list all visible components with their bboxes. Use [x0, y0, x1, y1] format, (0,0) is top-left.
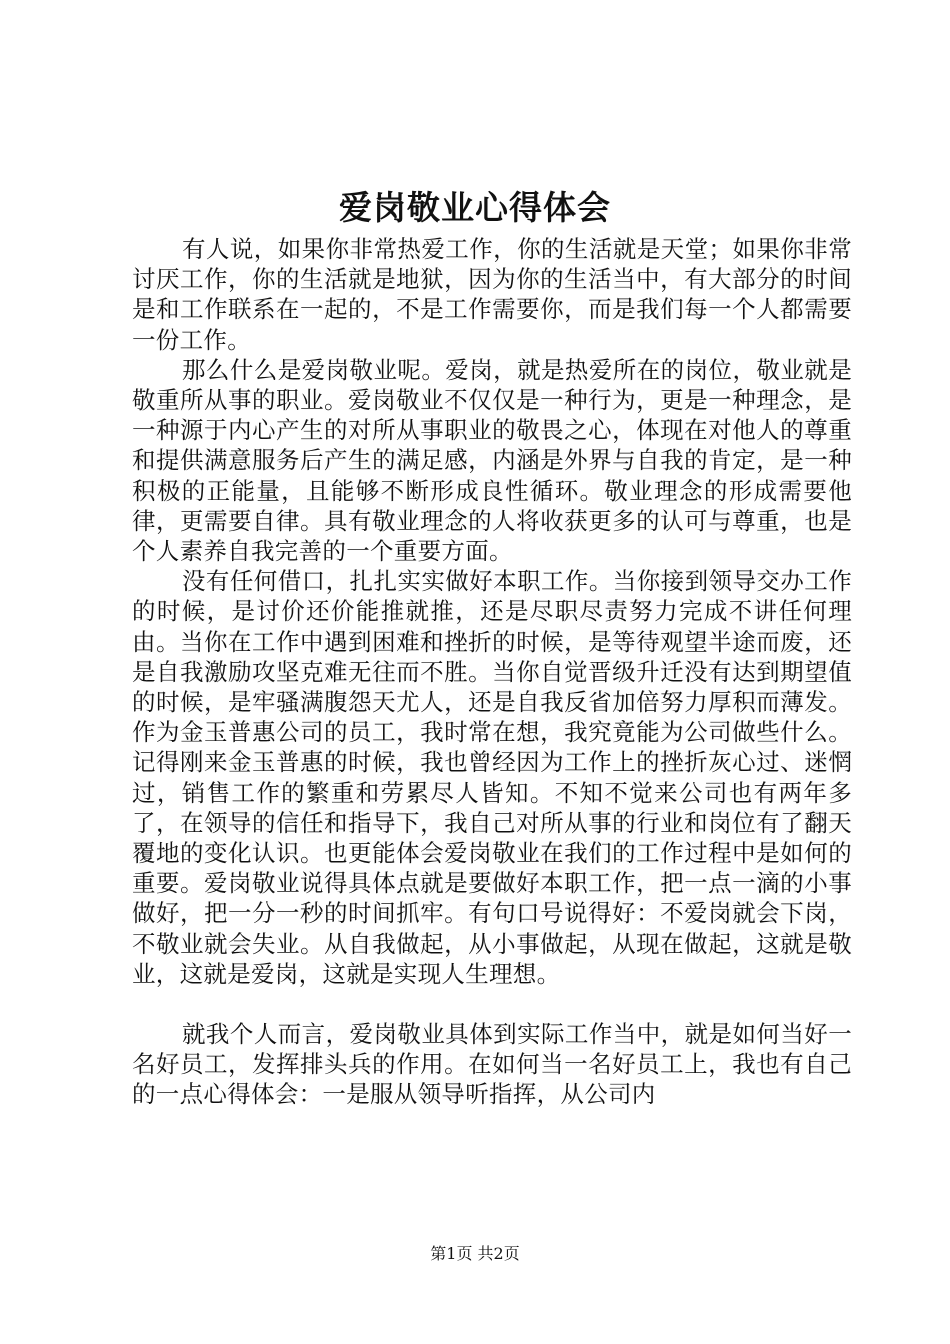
- document-body: [132, 234, 852, 1110]
- paragraph-1: 有人说，如果你非常热爱工作，你的生活就是天堂；如果你非常讨厌工作，你的生活就是地狱，因为你的生活当中，有大部分的时间是和工作联系在一起的，不是工作需要你，而是我们每一个人都需要一份工作。: [132, 235, 852, 354]
- paragraph-3: 没有任何借口，扎扎实实做好本职工作。当你接到领导交办工作的时候，是讨价还价能推就推，还是尽职尽责努力完成不讲任何理由。当你在工作中遇到困难和挫折的时候，是等待观望半途而废，还是自我激励攻坚克难无往而不胜。当你自觉晋级升迁没有达到期望值的时候，是牢骚满腹怨天尤人，还是自我反省加倍努力厚积而薄发。作为金玉普惠公司的员工，我时常在想，我究竟能为公司做些什么。记得刚来金玉普惠的时候，我也曾经因为工作上的挫折灰心过、迷惘过，销售工作的繁重和劳累尽人皆知。不知不觉来公司也有两年多了，在领导的信任和指导下，我自己对所从事的行业和岗位有了翻天覆地的变化认识。也更能体会爱岗敬业在我们的工作过程中是如何的重要。爱岗敬业说得具体点就是要做好本职工作，把一点一滴的小事做好，把一分一秒的时间抓牢。有句口号说得好：不爱岗就会下岗，不敬业就会失业。从自我做起，从小事做起，从现在做起，这就是敬业，这就是爱岗，这就是实现人生理想。: [132, 567, 852, 988]
- page-number-footer: 第1页 共2页: [430, 1244, 520, 1263]
- paragraph-2: 那么什么是爱岗敬业呢。爱岗，就是热爱所在的岗位，敬业就是敬重所从事的职业。爱岗敬业不仅仅是一种行为，更是一种理念，是一种源于内心产生的对所从事职业的敬畏之心，体现在对他人的尊重和提供满意服务后产生的满足感，内涵是外界与自我的肯定，是一种积极的正能量，且能够不断形成良性循环。敬业理念的形成需要他律，更需要自律。具有敬业理念的人将收获更多的认可与尊重，也是个人素养自我完善的一个重要方面。: [132, 355, 852, 566]
- document-title: 爱岗敬业心得体会: [339, 188, 611, 227]
- paragraph-4: 就我个人而言，爱岗敬业具体到实际工作当中，就是如何当好一名好员工，发挥排头兵的作用。在如何当一名好员工上，我也有自己的一点心得体会：一是服从领导听指挥，从公司内: [132, 1020, 852, 1109]
